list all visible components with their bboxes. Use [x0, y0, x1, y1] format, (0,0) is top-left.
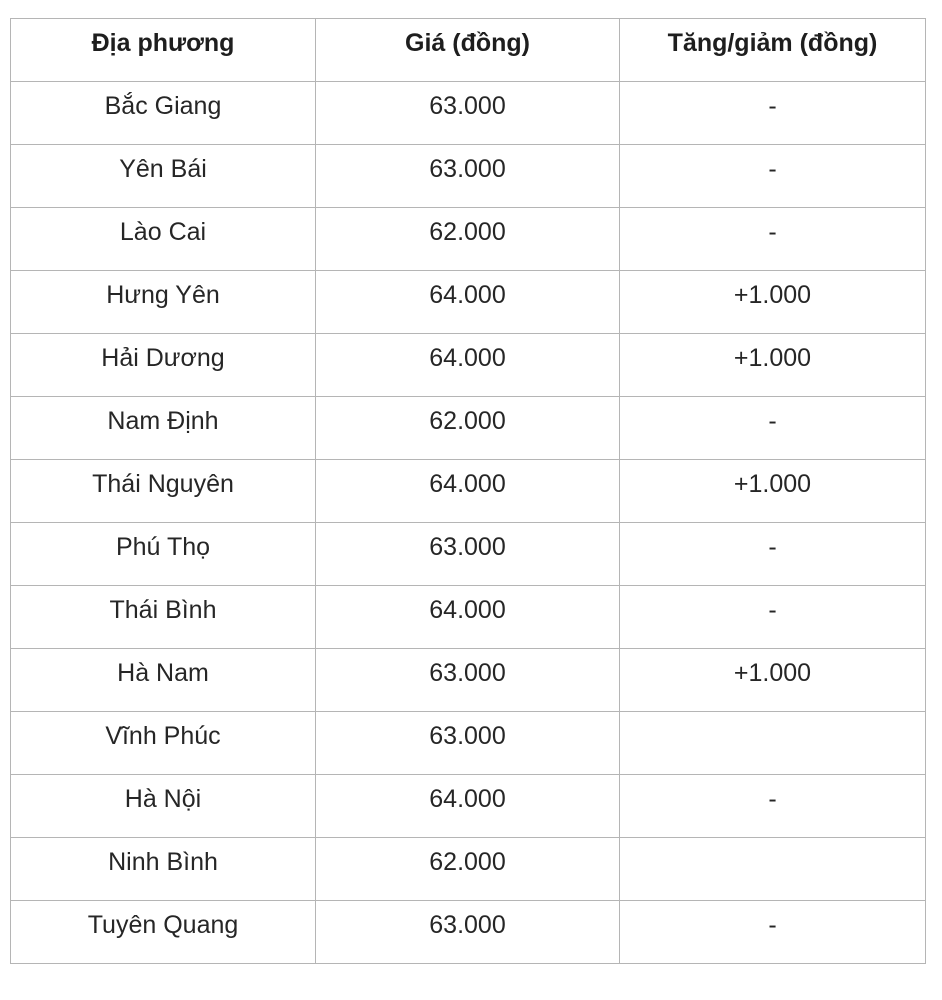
- table-row: [11, 397, 926, 460]
- header-locality: Địa phương: [11, 19, 316, 82]
- cell-locality: Tuyên Quang: [11, 901, 316, 964]
- table-row: [11, 649, 926, 712]
- cell-change: -: [620, 208, 926, 271]
- table-body: [11, 82, 926, 964]
- table-row: [11, 208, 926, 271]
- cell-price: 64.000: [316, 334, 620, 397]
- cell-locality: Yên Bái: [11, 145, 316, 208]
- table-row: [11, 271, 926, 334]
- cell-locality: Vĩnh Phúc: [11, 712, 316, 775]
- cell-change: +1.000: [620, 271, 926, 334]
- cell-locality: Phú Thọ: [11, 523, 316, 586]
- cell-price: 64.000: [316, 586, 620, 649]
- cell-price: 62.000: [316, 838, 620, 901]
- cell-locality: Hà Nội: [11, 775, 316, 838]
- cell-price: 62.000: [316, 397, 620, 460]
- cell-locality: Hà Nam: [11, 649, 316, 712]
- cell-price: 63.000: [316, 712, 620, 775]
- cell-change: +1.000: [620, 334, 926, 397]
- cell-locality: Lào Cai: [11, 208, 316, 271]
- cell-price: 62.000: [316, 208, 620, 271]
- table-row: [11, 775, 926, 838]
- table-row: [11, 523, 926, 586]
- price-table: [10, 18, 926, 964]
- cell-price: 64.000: [316, 271, 620, 334]
- cell-change: -: [620, 586, 926, 649]
- cell-change: [620, 838, 926, 901]
- table-row: [11, 334, 926, 397]
- cell-change: -: [620, 82, 926, 145]
- table-row: [11, 82, 926, 145]
- cell-price: 63.000: [316, 82, 620, 145]
- cell-price: 63.000: [316, 649, 620, 712]
- cell-change: -: [620, 901, 926, 964]
- cell-locality: Hải Dương: [11, 334, 316, 397]
- cell-change: -: [620, 775, 926, 838]
- cell-change: -: [620, 145, 926, 208]
- cell-locality: Hưng Yên: [11, 271, 316, 334]
- table-header: [11, 19, 926, 82]
- cell-locality: Bắc Giang: [11, 82, 316, 145]
- table-row: [11, 712, 926, 775]
- table-row: [11, 586, 926, 649]
- cell-price: 63.000: [316, 145, 620, 208]
- header-price: Giá (đồng): [316, 19, 620, 82]
- cell-price: 63.000: [316, 523, 620, 586]
- table-row: [11, 145, 926, 208]
- table-row: [11, 901, 926, 964]
- cell-change: -: [620, 397, 926, 460]
- cell-change: -: [620, 523, 926, 586]
- cell-change: [620, 712, 926, 775]
- cell-locality: Nam Định: [11, 397, 316, 460]
- header-change: Tăng/giảm (đồng): [620, 19, 926, 82]
- header-row: [11, 19, 926, 82]
- cell-locality: Thái Nguyên: [11, 460, 316, 523]
- cell-change: +1.000: [620, 460, 926, 523]
- cell-price: 64.000: [316, 460, 620, 523]
- cell-locality: Ninh Bình: [11, 838, 316, 901]
- cell-locality: Thái Bình: [11, 586, 316, 649]
- table-row: [11, 838, 926, 901]
- table-row: [11, 460, 926, 523]
- cell-price: 64.000: [316, 775, 620, 838]
- cell-price: 63.000: [316, 901, 620, 964]
- cell-change: +1.000: [620, 649, 926, 712]
